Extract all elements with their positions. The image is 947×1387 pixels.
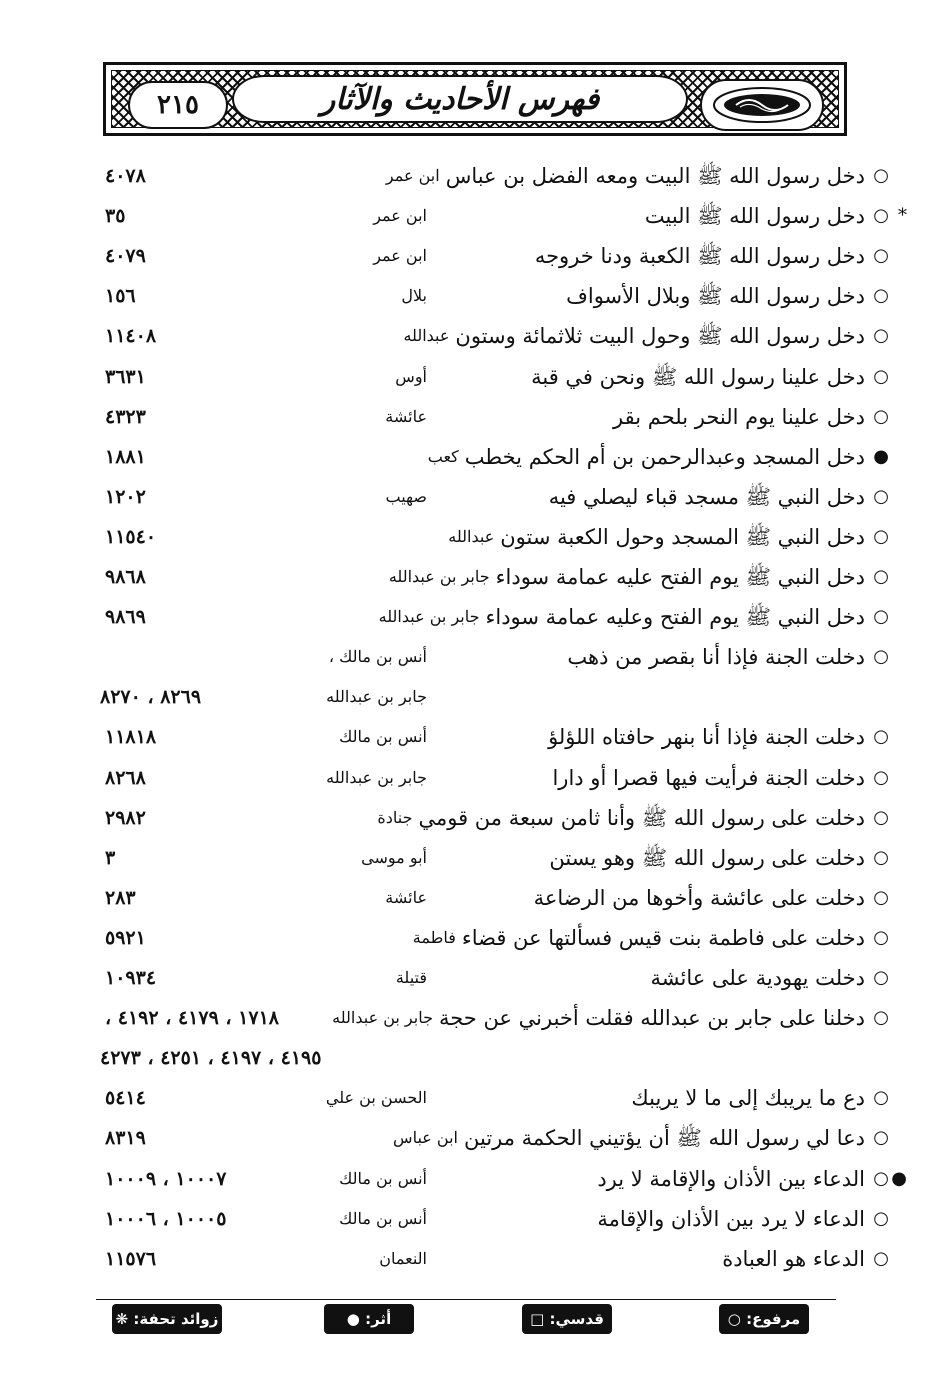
hadith-numbers: ١٧١٨ ، ٤١٧٩ ، ٤١٩٢ ، xyxy=(105,1007,279,1029)
hadith-numbers: ١٠٩٣٤ xyxy=(105,967,157,989)
hadith-numbers: ١١٨١٨ xyxy=(105,726,157,748)
narrator-name: صهيب xyxy=(385,487,427,506)
marfu-marker-icon: ○ xyxy=(873,245,889,266)
narrator-name: عائشة xyxy=(385,407,427,426)
narrator-name: الحسن بن علي xyxy=(325,1088,427,1107)
narrator-name: ابن عمر xyxy=(373,246,427,265)
index-row xyxy=(0,719,947,755)
narrator-name: فاطمة xyxy=(412,928,456,947)
hadith-text: دخل رسول الله ﷺ وبلال الأسواف xyxy=(566,284,865,308)
marfu-marker-icon: ○ xyxy=(873,486,889,507)
hadith-numbers: ١٢٠٢ xyxy=(105,486,146,508)
hadith-text: دخل رسول الله ﷺ الكعبة ودنا خروجه xyxy=(534,244,865,268)
hadith-numbers: ٣٦٣١ xyxy=(105,366,146,388)
hadith-numbers: ٤٠٧٩ xyxy=(105,245,146,267)
narrator-name: أنس بن مالك xyxy=(339,1169,427,1188)
index-row xyxy=(0,359,947,395)
index-row xyxy=(0,439,947,475)
index-row xyxy=(0,1241,947,1277)
hadith-text: دخل المسجد وعبدالرحمن بن أم الحكم يخطب xyxy=(464,445,865,469)
index-row xyxy=(0,1201,947,1237)
marfu-marker-icon: ○ xyxy=(873,285,889,306)
narrator-name: عائشة xyxy=(385,888,427,907)
index-row xyxy=(0,479,947,515)
marfu-marker-icon: ○ xyxy=(873,1168,889,1189)
narrator-name: جابر بن عبدالله xyxy=(378,607,480,626)
hadith-numbers: ١٨٨١ xyxy=(105,446,146,468)
hadith-numbers: ٣٥ xyxy=(105,205,126,227)
narrator-name: أنس بن مالك xyxy=(339,1209,427,1228)
hadith-numbers: ٩٨٦٩ xyxy=(105,606,146,628)
narrator-name: جابر بن عبدالله xyxy=(326,687,427,706)
marfu-marker-icon: ○ xyxy=(873,1087,889,1108)
index-row xyxy=(0,399,947,435)
marfu-marker-icon: ○ xyxy=(873,887,889,908)
hadith-text: الدعاء بين الأذان والإقامة لا يرد xyxy=(597,1167,865,1191)
index-row xyxy=(0,920,947,956)
marfu-marker-icon: ○ xyxy=(873,1248,889,1269)
narrator-name: أنس بن مالك xyxy=(339,727,427,746)
hadith-text: دخل علينا رسول الله ﷺ ونحن في قبة xyxy=(531,365,865,389)
hadith-text: دخلت الجنة فإذا أنا بنهر حافتاه اللؤلؤ xyxy=(548,725,865,749)
marfu-marker-icon: ○ xyxy=(873,646,889,667)
athar-marker-icon: ● xyxy=(873,446,889,467)
marfu-marker-icon: ○ xyxy=(873,1007,889,1028)
narrator-name: جابر بن عبدالله xyxy=(388,567,490,586)
index-row xyxy=(0,880,947,916)
hadith-numbers: ٥٩٢١ xyxy=(105,927,146,949)
index-row xyxy=(0,158,947,194)
index-row xyxy=(0,599,947,635)
athar-marker-icon: ● xyxy=(891,1168,907,1189)
zawaid-marker-icon: * xyxy=(898,205,907,226)
hadith-numbers: ٨٢٦٨ xyxy=(105,767,146,789)
hadith-numbers: ٥٤١٤ xyxy=(105,1087,146,1109)
narrator-name: ابن عمر xyxy=(373,206,427,225)
legend-qudsi: قدسي: □ xyxy=(522,1304,612,1334)
page-title: فهرس الأحاديث والآثار xyxy=(320,81,600,117)
marfu-marker-icon: ○ xyxy=(873,1208,889,1229)
narrator-name: أوس xyxy=(395,367,427,386)
marfu-marker-icon: ○ xyxy=(873,205,889,226)
narrator-name: أنس بن مالك ، xyxy=(328,647,427,666)
narrator-name: قتيلة xyxy=(395,968,427,987)
index-row xyxy=(0,278,947,314)
index-row xyxy=(0,519,947,555)
hadith-text: دخل النبي ﷺ يوم الفتح عليه عمامة سوداء xyxy=(495,565,865,589)
narrator-name: ابن عباس xyxy=(393,1128,458,1147)
hadith-numbers: ٢٩٨٢ xyxy=(105,807,146,829)
marfu-marker-icon: ○ xyxy=(873,406,889,427)
hadith-numbers: ٣ xyxy=(105,847,116,869)
hadith-text: دخلنا على جابر بن عبدالله فقلت أخبرني عن حجة xyxy=(438,1006,865,1030)
marfu-marker-icon: ○ xyxy=(873,606,889,627)
index-row xyxy=(0,639,947,675)
hadith-text: دخلت على رسول الله ﷺ وأنا ثامن سبعة من قومي xyxy=(418,806,865,830)
narrator-name: بلال xyxy=(401,286,427,305)
hadith-numbers: ٤١٩٥ ، ٤١٩٧ ، ٤٢٥١ ، ٤٢٧٣ xyxy=(100,1047,322,1069)
index-row xyxy=(0,238,947,274)
narrator-name: أبو موسى xyxy=(361,848,427,867)
legend-zawaid: زوائد تحفة: ❋ xyxy=(112,1304,222,1334)
marfu-marker-icon: ○ xyxy=(873,847,889,868)
marfu-marker-icon: ○ xyxy=(873,726,889,747)
hadith-text: دخلت على عائشة وأخوها من الرضاعة xyxy=(533,886,865,910)
hadith-numbers: ٤٣٢٣ xyxy=(105,406,146,428)
index-row xyxy=(0,960,947,996)
narrator-name: جنادة xyxy=(377,808,413,827)
marfu-marker-icon: ○ xyxy=(873,807,889,828)
hadith-numbers: ٢٨٣ xyxy=(105,887,136,909)
hadith-numbers: ١٠٠٠٥ ، ١٠٠٠٦ xyxy=(105,1208,227,1230)
index-row xyxy=(0,318,947,354)
narrator-name: كعب xyxy=(427,447,459,466)
narrator-name: جابر بن عبدالله xyxy=(332,1008,433,1027)
index-row xyxy=(0,800,947,836)
hadith-numbers: ١٥٦ xyxy=(105,285,136,307)
index-row xyxy=(0,1000,947,1036)
hadith-text: دخلت الجنة فرأيت فيها قصرا أو دارا xyxy=(552,766,865,790)
narrator-name: عبدالله xyxy=(403,326,450,345)
hadith-text: دخلت يهودية على عائشة xyxy=(650,966,865,990)
hadith-text: دع ما يريبك إلى ما لا يريبك xyxy=(631,1086,865,1110)
hadith-numbers: ١١٤٠٨ xyxy=(105,325,157,347)
index-row xyxy=(0,679,947,715)
marfu-marker-icon: ○ xyxy=(873,526,889,547)
hadith-text: دخلت على رسول الله ﷺ وهو يستن xyxy=(549,846,865,870)
marfu-marker-icon: ○ xyxy=(873,366,889,387)
marfu-marker-icon: ○ xyxy=(873,165,889,186)
legend-marfu: مرفوع: ○ xyxy=(719,1304,809,1334)
hadith-text: دخل النبي ﷺ يوم الفتح وعليه عمامة سوداء xyxy=(485,605,865,629)
hadith-numbers: ٤٠٧٨ xyxy=(105,165,146,187)
hadith-text: دخل رسول الله ﷺ البيت ومعه الفضل بن عباس xyxy=(445,164,865,188)
hadith-text: دخل النبي ﷺ المسجد وحول الكعبة ستون xyxy=(500,525,865,549)
page-number: ٢١٥ xyxy=(157,90,199,120)
hadith-text: الدعاء هو العبادة xyxy=(722,1247,865,1271)
hadith-numbers: ١١٥٧٦ xyxy=(105,1248,157,1270)
hadith-text: دخل علينا يوم النحر بلحم بقر xyxy=(613,405,865,429)
index-row xyxy=(0,760,947,796)
index-row xyxy=(0,198,947,234)
hadith-text: دخلت على فاطمة بنت قيس فسألتها عن قضاء xyxy=(461,926,865,950)
marfu-marker-icon: ○ xyxy=(873,927,889,948)
hadith-text: الدعاء لا يرد بين الأذان والإقامة xyxy=(597,1207,865,1231)
hadith-text: دخل رسول الله ﷺ وحول البيت ثلاثمائة وستون xyxy=(455,324,865,348)
legend-athar: أثر: ● xyxy=(324,1304,414,1334)
marfu-marker-icon: ○ xyxy=(873,967,889,988)
footer-divider xyxy=(96,1299,836,1300)
hadith-numbers: ٨٢٦٩ ، ٨٢٧٠ xyxy=(100,686,202,708)
marfu-marker-icon: ○ xyxy=(873,566,889,587)
hadith-numbers: ٨٣١٩ xyxy=(105,1127,146,1149)
marfu-marker-icon: ○ xyxy=(873,767,889,788)
index-row xyxy=(0,840,947,876)
marfu-marker-icon: ○ xyxy=(873,325,889,346)
hadith-text: دعا لي رسول الله ﷺ أن يؤتيني الحكمة مرتين xyxy=(464,1126,865,1150)
narrator-name: جابر بن عبدالله xyxy=(326,768,427,787)
hadith-numbers: ١١٥٤٠ xyxy=(105,526,157,548)
hadith-text: دخل النبي ﷺ مسجد قباء ليصلي فيه xyxy=(548,485,865,509)
index-row xyxy=(0,1161,947,1197)
narrator-name: ابن عمر xyxy=(385,166,440,185)
marfu-marker-icon: ○ xyxy=(873,1127,889,1148)
narrator-name: النعمان xyxy=(379,1249,427,1268)
index-row xyxy=(0,1120,947,1156)
hadith-numbers: ٩٨٦٨ xyxy=(105,566,146,588)
hadith-numbers: ١٠٠٠٧ ، ١٠٠٠٩ xyxy=(105,1168,227,1190)
index-row xyxy=(0,1080,947,1116)
hadith-text: دخلت الجنة فإذا أنا بقصر من ذهب xyxy=(567,645,865,669)
narrator-name: عبدالله xyxy=(448,527,495,546)
index-row xyxy=(0,1040,947,1076)
index-row xyxy=(0,559,947,595)
hadith-text: دخل رسول الله ﷺ البيت xyxy=(644,204,865,228)
